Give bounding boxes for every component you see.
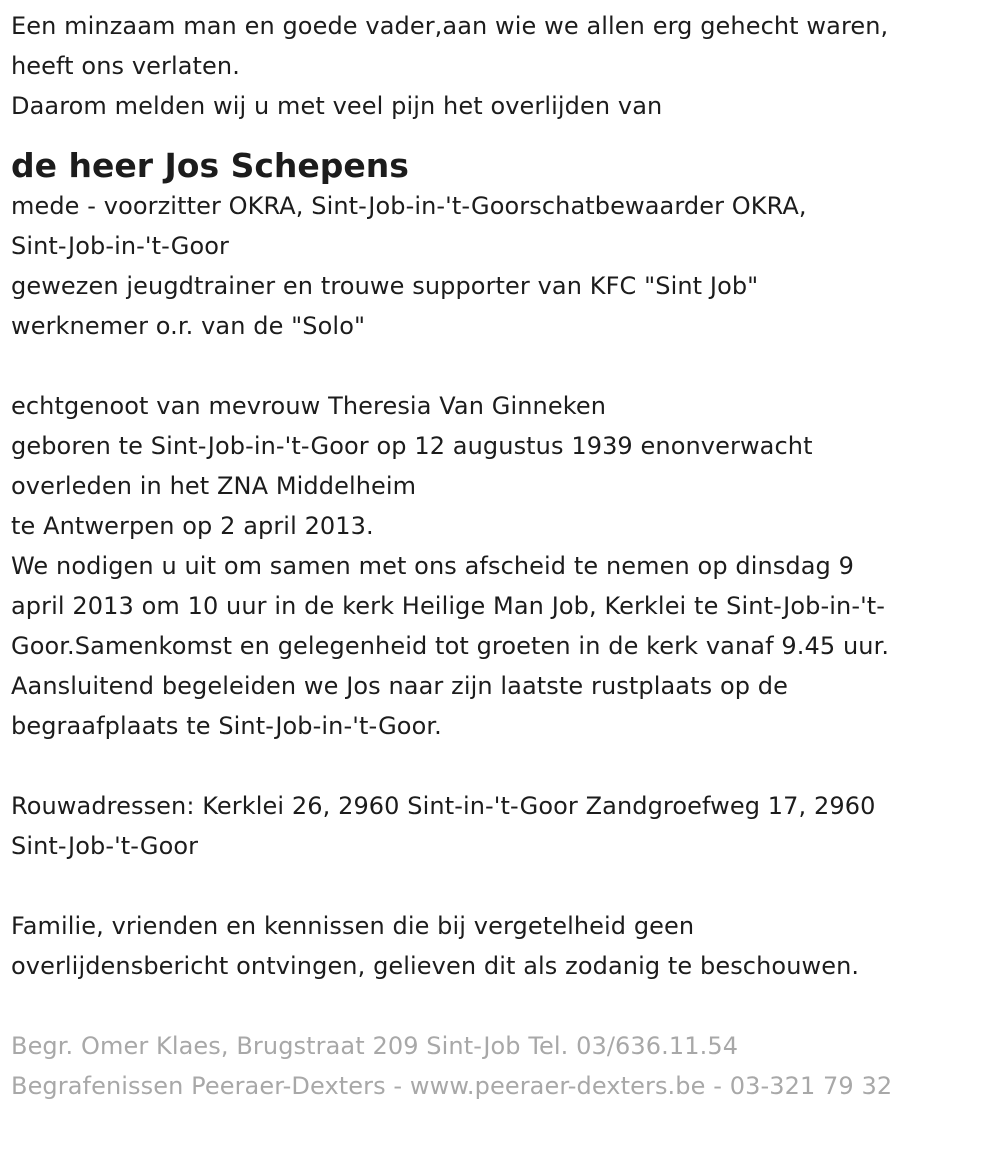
- detail-line: april 2013 om 10 uur in de kerk Heilige Man Job, Kerklei te Sint-Job-in-'t-: [11, 592, 886, 620]
- detail-line: overleden in het ZNA Middelheim: [11, 472, 417, 500]
- deceased-name: de heer Jos Schepens: [11, 146, 409, 185]
- funeral-home-footer: [11, 1026, 991, 1106]
- spacer: [11, 866, 991, 906]
- intro-line: Daarom melden wij u met veel pijn het overlijden van: [11, 92, 663, 120]
- role-line: werknemer o.r. van de "Solo": [11, 312, 366, 340]
- closing-line: overlijdensbericht ontvingen, gelieven dit als zodanig te beschouwen.: [11, 952, 860, 980]
- detail-line: echtgenoot van mevrouw Theresia Van Ginneken: [11, 392, 607, 420]
- footer-line: Begrafenissen Peeraer-Dexters - www.peeraer-dexters.be - 03-321 79 32: [11, 1072, 893, 1100]
- addresses-section: [11, 786, 991, 866]
- spacer: [11, 986, 991, 1026]
- detail-line: Aansluitend begeleiden we Jos naar zijn laatste rustplaats op de: [11, 672, 788, 700]
- detail-line: te Antwerpen op 2 april 2013.: [11, 512, 374, 540]
- details-section: [11, 386, 991, 746]
- intro-section: [11, 6, 991, 126]
- spacer: [11, 346, 991, 386]
- detail-line: begraafplaats te Sint-Job-in-'t-Goor.: [11, 712, 442, 740]
- detail-line: geboren te Sint-Job-in-'t-Goor op 12 augustus 1939 enonverwacht: [11, 432, 813, 460]
- role-line: gewezen jeugdtrainer en trouwe supporter van KFC "Sint Job": [11, 272, 759, 300]
- spacer: [11, 746, 991, 786]
- closing-line: Familie, vrienden en kennissen die bij vergetelheid geen: [11, 912, 695, 940]
- detail-line: Goor.Samenkomst en gelegenheid tot groeten in de kerk vanaf 9.45 uur.: [11, 632, 890, 660]
- roles-section: [11, 186, 991, 346]
- footer-line: Begr. Omer Klaes, Brugstraat 209 Sint-Job Tel. 03/636.11.54: [11, 1032, 739, 1060]
- intro-line: Een minzaam man en goede vader,aan wie we allen erg gehecht waren,: [11, 12, 889, 40]
- role-line: Sint-Job-in-'t-Goor: [11, 232, 229, 260]
- address-line: Sint-Job-'t-Goor: [11, 832, 199, 860]
- address-line: Rouwadressen: Kerklei 26, 2960 Sint-in-'t-Goor Zandgroefweg 17, 2960: [11, 792, 876, 820]
- obituary-notice: [11, 6, 991, 1106]
- closing-section: [11, 906, 991, 986]
- intro-line: heeft ons verlaten.: [11, 52, 240, 80]
- detail-line: We nodigen u uit om samen met ons afscheid te nemen op dinsdag 9: [11, 552, 854, 580]
- role-line: mede - voorzitter OKRA, Sint-Job-in-'t-Goorschatbewaarder OKRA,: [11, 192, 807, 220]
